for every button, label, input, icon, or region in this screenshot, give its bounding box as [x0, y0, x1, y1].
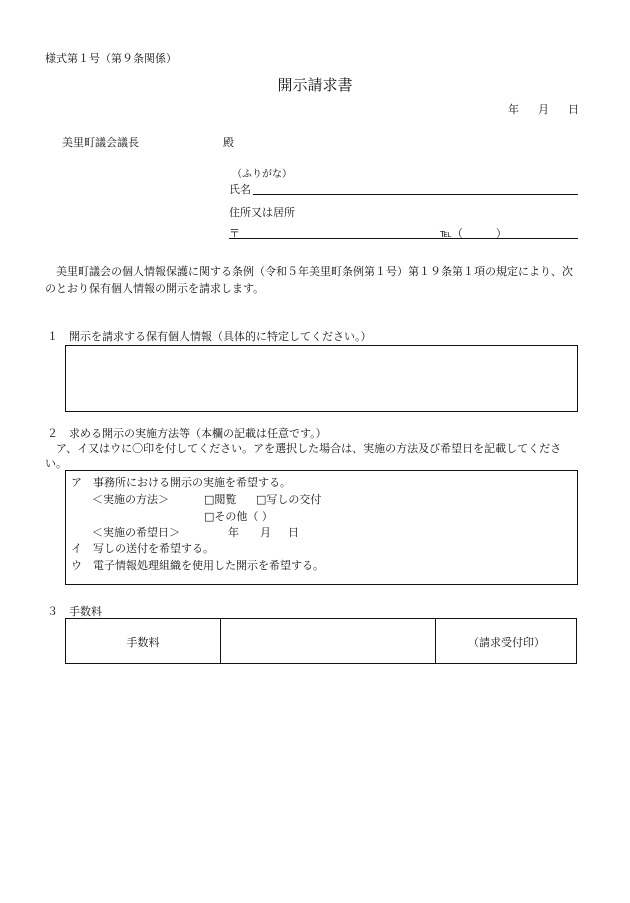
section1-input-box[interactable] [65, 345, 578, 412]
page-title: 開示請求書 [277, 76, 353, 94]
addressee-honorific: 殿 [223, 136, 234, 149]
stamp-label: （請求受付印） [468, 636, 545, 649]
name-underline[interactable] [253, 194, 578, 195]
fee-table [65, 618, 577, 664]
name-label: 氏名 [229, 183, 251, 196]
address-underline[interactable] [229, 238, 578, 239]
method-view-checkbox[interactable]: □閲覧 [204, 493, 237, 506]
preferred-day[interactable]: 日 [288, 526, 299, 539]
section2-options-box [65, 470, 578, 585]
section3-heading: ３ 手数料 [47, 605, 102, 618]
address-label: 住所又は居所 [229, 206, 295, 219]
option-b[interactable]: イ 写しの送付を希望する。 [71, 542, 214, 555]
intro-text: 美里町議会の個人情報保護に関する条例（令和５年美里町条例第１号）第１９条第１項の規定により、次のとおり保有個人情報の開示を請求します。 [45, 265, 573, 295]
tel-label: ℡（ ） [440, 227, 507, 240]
option-c[interactable]: ウ 電子情報処理組織を使用した開示を希望する。 [71, 559, 324, 572]
option-a[interactable]: ア 事務所における開示の実施を希望する。 [71, 476, 291, 489]
method-other-checkbox[interactable]: □その他（ ） [204, 510, 273, 523]
section2-heading: ２ 求める開示の実施方法等（本欄の記載は任意です。） [47, 427, 327, 440]
method-copy-checkbox[interactable]: □写しの交付 [256, 493, 322, 506]
method-label: ＜実施の方法＞ [92, 493, 169, 506]
date-label: ＜実施の希望日＞ [92, 526, 180, 539]
furigana-label: （ふりがな） [232, 169, 292, 180]
preferred-month[interactable]: 月 [260, 526, 271, 539]
preferred-year[interactable]: 年 [228, 526, 239, 539]
date-day: 日 [568, 103, 579, 116]
postal-mark: 〒 [229, 227, 240, 240]
section2-instruction: ア、イ又はウに〇印を付してください。アを選択した場合は、実施の方法及び希望日を記載してください。 [45, 442, 562, 470]
section1-heading: １ 開示を請求する保有個人情報（具体的に特定してください。） [47, 330, 372, 343]
form-number: 様式第１号（第９条関係） [45, 52, 177, 65]
date-month: 月 [538, 103, 549, 116]
addressee-name: 美里町議会議長 [62, 136, 139, 149]
date-year: 年 [508, 103, 519, 116]
fee-label: 手数料 [126, 636, 160, 649]
fee-amount-cell[interactable] [221, 619, 434, 663]
